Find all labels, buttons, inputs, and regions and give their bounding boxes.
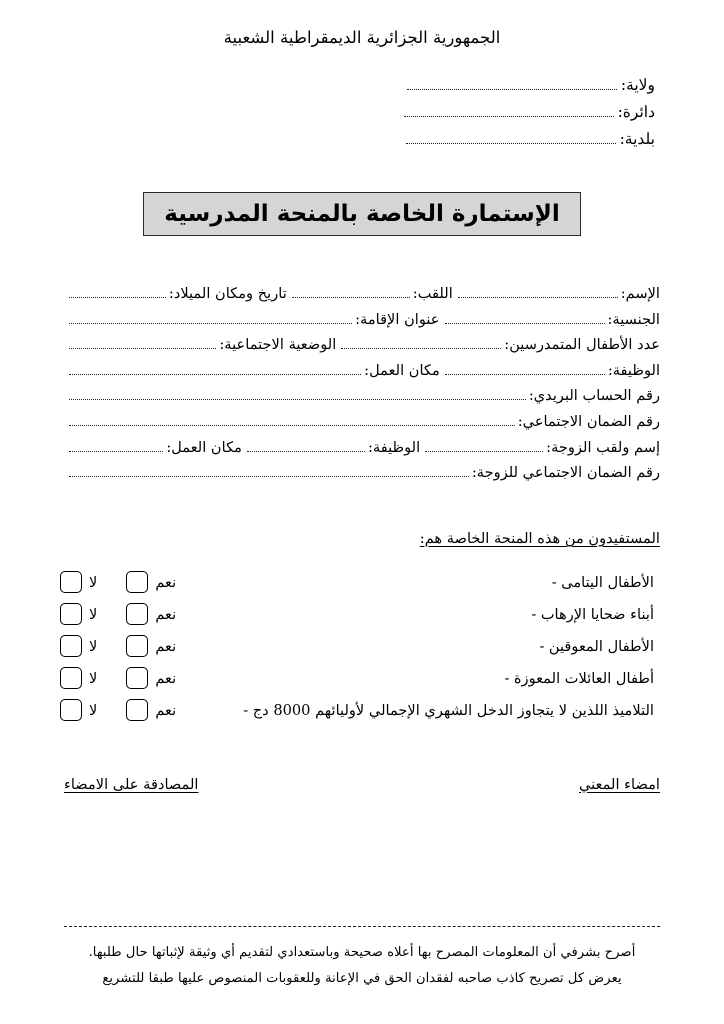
field-input-nationality[interactable] [445, 322, 605, 324]
field-input-social-security[interactable] [69, 424, 515, 426]
field-label-nationality: الجنسية: [607, 310, 660, 328]
footer-line-1: أصرح بشرفي أن المعلومات المصرح بها أعلاه صحيحة وباستعدادي لتقديم أي وثيقة لإثباتها حال طلبها. [88, 945, 636, 960]
checkbox-yes[interactable] [126, 635, 148, 657]
field-label-wife-workplace: مكان العمل: [166, 438, 242, 456]
checkbox-yes[interactable] [126, 571, 148, 593]
footer-divider [64, 926, 660, 927]
bullet-dash: - [531, 605, 537, 623]
form-title-box [143, 192, 581, 236]
field-label-children-count: عدد الأطفال المتمدرسين: [504, 336, 660, 354]
page-title: الجمهورية الجزائرية الديمقراطية الشعبية [223, 28, 501, 47]
beneficiary-disabled-children-no[interactable] [60, 635, 104, 657]
beneficiary-needy-families-yes[interactable] [126, 667, 183, 689]
footer-declaration [62, 940, 662, 992]
field-input-wife-social-security[interactable] [69, 475, 469, 477]
field-input-surname[interactable] [292, 296, 410, 298]
admin-field-daira-input[interactable] [404, 115, 614, 117]
beneficiary-label-terror-victims: أبناء ضحايا الإرهاب [540, 605, 654, 623]
field-label-surname: اللقب: [412, 285, 453, 302]
beneficiary-orphans-yes[interactable] [126, 571, 183, 593]
beneficiary-row-orphans [60, 566, 660, 598]
field-row-wife-social-security [64, 464, 660, 490]
field-input-address[interactable] [69, 322, 352, 324]
field-label-wife-social-security: رقم الضمان الاجتماعي للزوجة: [471, 464, 660, 482]
field-label-postal-account: رقم الحساب البريدي: [528, 387, 660, 405]
signature-certification-label: المصادقة على الامضاء [64, 776, 199, 793]
signature-applicant-label: امضاء المعني [578, 776, 660, 793]
beneficiary-row-low-income [60, 694, 660, 726]
field-label-workplace: مكان العمل: [364, 361, 440, 379]
field-label-social-security: رقم الضمان الاجتماعي: [517, 412, 660, 430]
field-label-name: الإسم: [620, 285, 660, 302]
field-row-job [64, 362, 660, 388]
no-label: لا [89, 701, 98, 719]
beneficiaries-list [60, 566, 660, 726]
field-input-wife-job[interactable] [247, 450, 365, 452]
bullet-dash: - [551, 573, 557, 591]
field-row-children [64, 336, 660, 362]
footer-line-2: يعرض كل تصريح كاذب صاحبه لفقدان الحق في الإعانة وللعقوبات المنصوص عليها طبقا للتشريع [102, 971, 622, 986]
field-row-social-security [64, 413, 660, 439]
field-label-address: عنوان الإقامة: [355, 310, 440, 328]
admin-field-wilaya-label: ولاية: [620, 76, 655, 94]
beneficiary-row-disabled-children [60, 630, 660, 662]
field-input-social-status[interactable] [69, 347, 216, 349]
checkbox-yes[interactable] [126, 699, 148, 721]
no-label: لا [89, 637, 98, 655]
no-label: لا [89, 605, 98, 623]
field-input-birth[interactable] [69, 296, 166, 298]
admin-field-wilaya [235, 76, 655, 103]
field-label-birth: تاريخ ومكان الميلاد: [168, 285, 287, 302]
beneficiary-label-needy-families: أطفال العائلات المعوزة [513, 669, 654, 687]
field-input-children-count[interactable] [341, 347, 501, 349]
checkbox-no[interactable] [60, 699, 82, 721]
beneficiary-low-income-yes[interactable] [126, 699, 183, 721]
field-input-job[interactable] [445, 373, 605, 375]
beneficiary-needy-families-no[interactable] [60, 667, 104, 689]
beneficiary-label-disabled-children: الأطفال المعوقين [548, 637, 654, 655]
bullet-dash: - [504, 669, 510, 687]
no-label: لا [89, 669, 98, 687]
beneficiary-terror-victims-no[interactable] [60, 603, 104, 625]
checkbox-no[interactable] [60, 667, 82, 689]
checkbox-no[interactable] [60, 603, 82, 625]
admin-field-daira [235, 103, 655, 130]
admin-field-baladiya-label: بلدية: [619, 130, 655, 148]
admin-field-daira-label: دائرة: [617, 103, 655, 121]
beneficiary-row-needy-families [60, 662, 660, 694]
field-row-nationality [64, 311, 660, 337]
admin-field-baladiya [235, 130, 655, 157]
yes-label: نعم [155, 669, 177, 687]
field-label-job: الوظيفة: [607, 361, 660, 379]
field-input-wife-workplace[interactable] [69, 450, 163, 452]
signature-area [64, 776, 660, 793]
field-row-wife [64, 439, 660, 465]
checkbox-yes[interactable] [126, 667, 148, 689]
bullet-dash: - [243, 701, 249, 719]
field-label-wife-job: الوظيفة: [367, 438, 421, 456]
yes-label: نعم [155, 605, 177, 623]
checkbox-no[interactable] [60, 571, 82, 593]
field-label-social-status: الوضعية الاجتماعية: [219, 336, 337, 354]
bullet-dash: - [539, 637, 545, 655]
beneficiary-label-low-income: التلاميذ اللذين لا يتجاوز الدخل الشهري الإجمالي لأوليائهم 8000 دج [252, 701, 654, 719]
checkbox-no[interactable] [60, 635, 82, 657]
field-row-postal-account [64, 387, 660, 413]
form-fields [64, 285, 660, 490]
yes-label: نعم [155, 637, 177, 655]
field-row-identity [64, 285, 660, 311]
field-input-postal-account[interactable] [69, 398, 526, 400]
admin-field-wilaya-input[interactable] [407, 88, 617, 90]
field-label-wife-name: إسم ولقب الزوجة: [546, 438, 660, 456]
beneficiary-orphans-no[interactable] [60, 571, 104, 593]
beneficiary-label-orphans: الأطفال اليتامى [561, 573, 654, 591]
no-label: لا [89, 573, 98, 591]
beneficiary-low-income-no[interactable] [60, 699, 104, 721]
beneficiary-disabled-children-yes[interactable] [126, 635, 183, 657]
beneficiary-row-terror-victims [60, 598, 660, 630]
beneficiaries-heading: المستفيدون من هذه المنحة الخاصة هم: [419, 530, 660, 547]
field-input-wife-name[interactable] [425, 450, 543, 452]
administrative-fields [235, 76, 655, 157]
form-title-text: الإستمارة الخاصة بالمنحة المدرسية [164, 201, 560, 227]
admin-field-baladiya-input[interactable] [406, 142, 616, 144]
beneficiary-terror-victims-yes[interactable] [126, 603, 183, 625]
checkbox-yes[interactable] [126, 603, 148, 625]
yes-label: نعم [155, 701, 177, 719]
field-input-name[interactable] [458, 296, 618, 298]
field-input-workplace[interactable] [69, 373, 361, 375]
yes-label: نعم [155, 573, 177, 591]
